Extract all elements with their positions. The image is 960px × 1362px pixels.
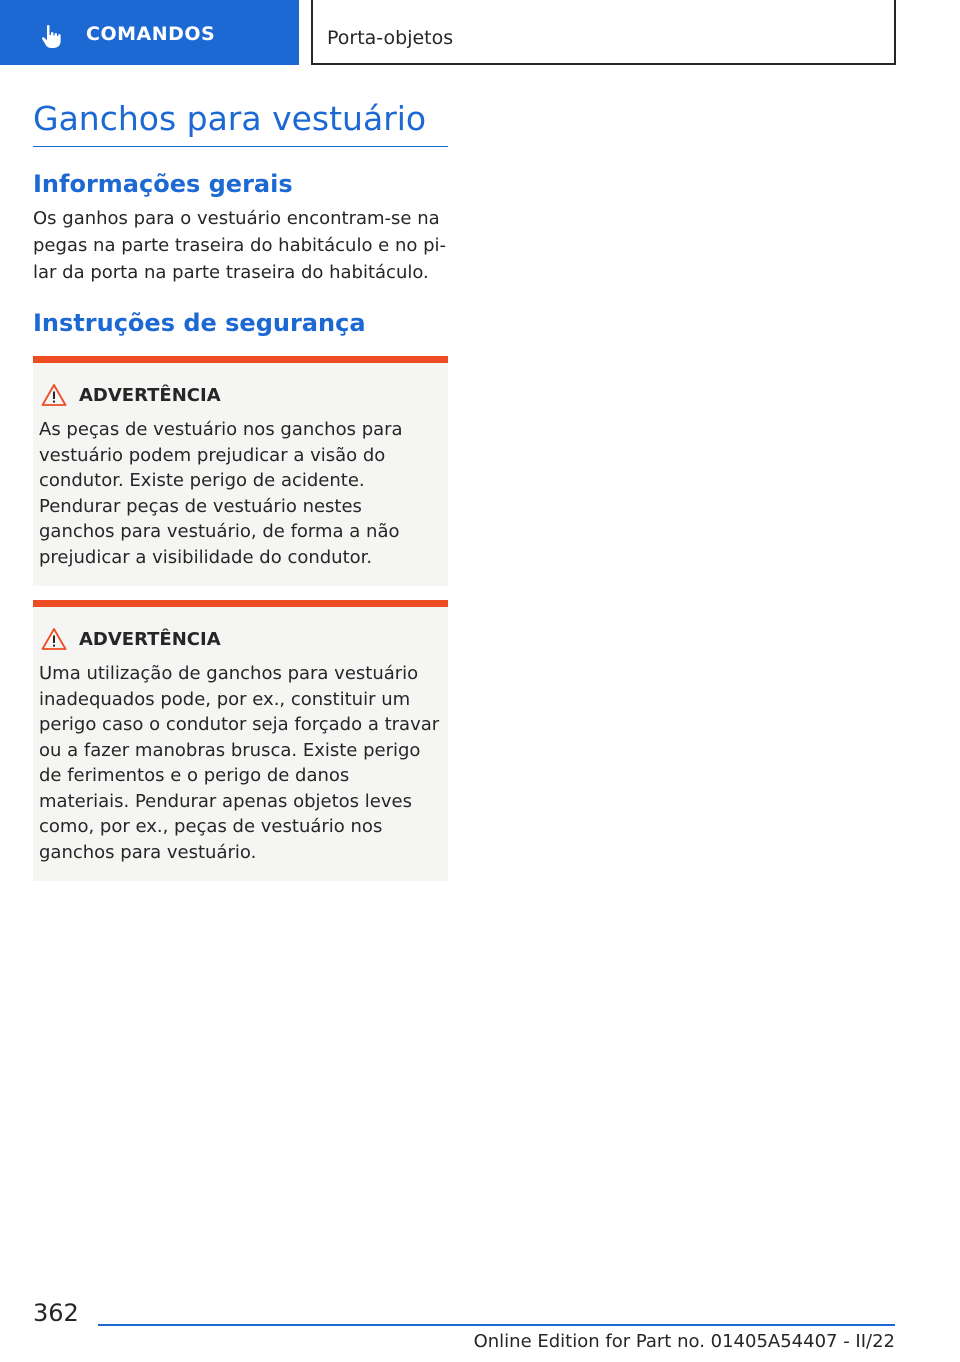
chapter-name: Porta-objetos: [327, 27, 454, 49]
warning-triangle-icon: [41, 627, 67, 651]
general-text: Os ganhos para o vestuário encontram-se na pegas na parte traseira do habitáculo e no pilar da porta na parte traseira do habitáculo.: [33, 208, 447, 283]
content-column: [33, 98, 448, 881]
chapter-frame: [311, 0, 896, 65]
footer-divider: [98, 1324, 895, 1326]
warning-header: [39, 621, 440, 657]
warning-title: ADVERTÊNCIA: [79, 628, 221, 650]
hand-pointer-icon: [38, 22, 66, 50]
safety-heading: Instruções de segurança: [33, 309, 366, 337]
warning-triangle-icon: [41, 383, 67, 407]
footer-edition: Online Edition for Part no. 01405A54407 - II/22: [473, 1331, 895, 1352]
page-title: Ganchos para vestuário: [33, 98, 448, 147]
warning-text: As peças de vestuário nos ganchos para vestuário podem prejudicar a visão do condutor. Existe perigo de acidente. Pendurar peças de vestuário nestes ganchos para vestuário, de forma a não prejudicar a visibilidade do condutor.: [39, 419, 403, 568]
warning-box: [33, 356, 448, 586]
warning-text: Uma utilização de ganchos para vestuário inadequados pode, por ex., constituir um perigo caso o condutor seja forçado a travar ou a fazer manobras brusca. Existe perigo de ferimentos e o perigo de danos materiais. Pendurar apenas objetos leves como, por ex., peças de vestuário nos ganchos para vestuário.: [39, 663, 440, 863]
section-tab: [0, 0, 299, 65]
general-heading: Informações gerais: [33, 170, 293, 198]
page-number: 362: [33, 1299, 79, 1327]
section-name: COMANDOS: [86, 23, 216, 45]
warning-box: [33, 600, 448, 881]
warning-header: [39, 377, 440, 413]
warning-title: ADVERTÊNCIA: [79, 384, 221, 406]
